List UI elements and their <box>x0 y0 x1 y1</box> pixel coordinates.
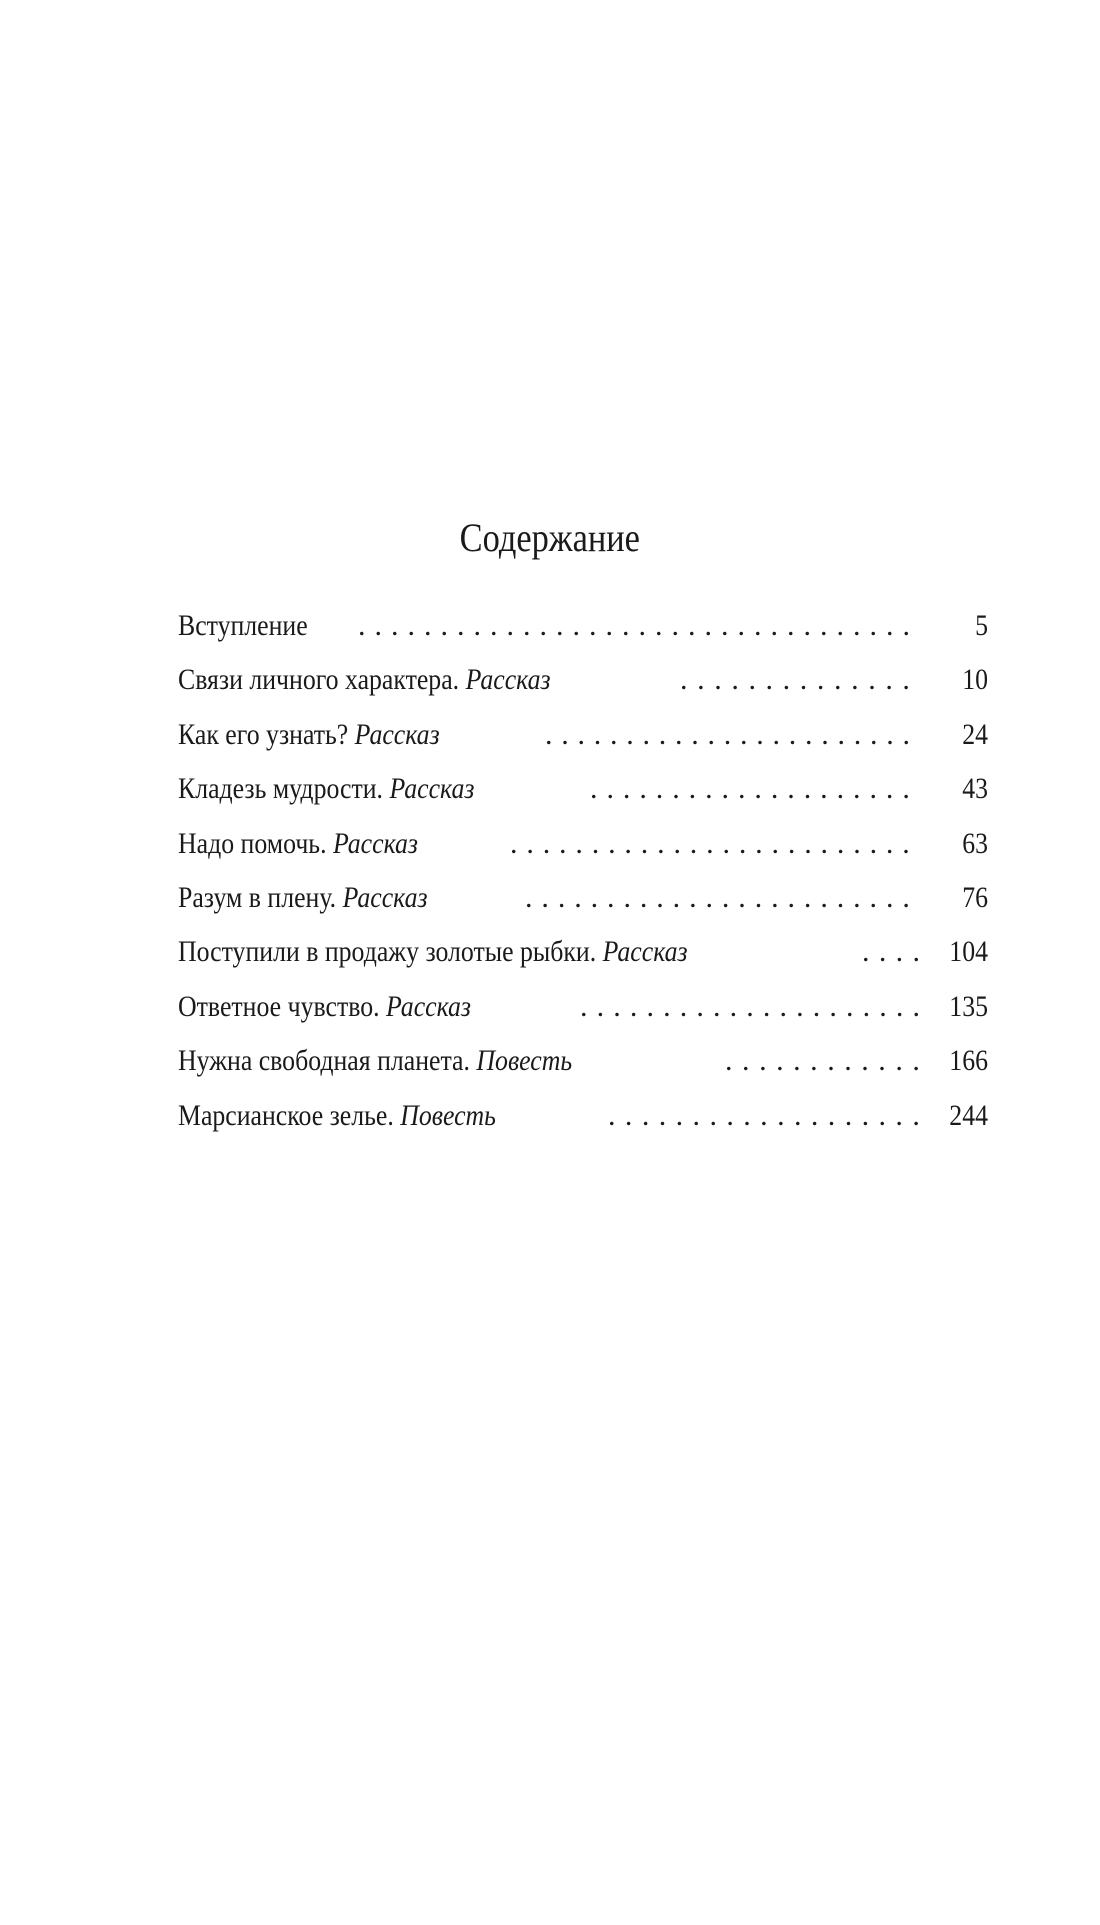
dot-leader: . . . . . . . . . . . . . . . . . . . . . . . . <box>525 880 910 914</box>
dot-leader: . . . . . . . . . . . . . . . . . . . . . . . <box>545 717 910 751</box>
toc-entry[interactable] <box>178 1096 988 1150</box>
entry-genre: Повесть <box>400 1098 496 1132</box>
entry-genre: Рассказ <box>389 772 475 806</box>
dot-leader: . . . . . . . . . . . . . . . . . . . . <box>590 772 910 806</box>
page-number: 76 <box>962 880 988 914</box>
page-number: 10 <box>962 663 988 697</box>
toc-entry-title <box>178 1041 572 1081</box>
table-of-contents <box>178 606 988 1150</box>
dot-leader: . . . . <box>862 935 920 969</box>
toc-entry[interactable] <box>178 878 988 932</box>
toc-entry-title <box>178 878 428 918</box>
dot-leader: . . . . . . . . . . . . . . . . . . . . . . . . . . . . . . . . . . <box>358 609 910 642</box>
toc-entry-title <box>178 660 551 700</box>
entry-genre: Рассказ <box>354 717 440 751</box>
entry-genre: Рассказ <box>602 935 688 969</box>
page-number: 244 <box>949 1098 988 1132</box>
toc-entry[interactable] <box>178 1041 988 1095</box>
entry-title-text: Марсианское зелье. <box>178 1098 401 1132</box>
entry-title-text: Поступили в продажу золотые рыбки. <box>178 935 603 969</box>
toc-entry[interactable] <box>178 715 988 769</box>
toc-entry[interactable] <box>178 606 988 660</box>
page-title <box>0 513 1100 563</box>
entry-title-text: Нужна свободная планета. <box>178 1044 477 1078</box>
dot-leader: . . . . . . . . . . . . <box>725 1044 920 1078</box>
entry-genre: Повесть <box>476 1044 573 1078</box>
toc-entry-title <box>178 824 418 864</box>
toc-entry[interactable] <box>178 769 988 823</box>
page-number: 63 <box>962 826 988 860</box>
page-number: 24 <box>962 717 988 751</box>
entry-title-text: Вступление <box>178 609 308 642</box>
toc-entry-title <box>178 987 471 1027</box>
toc-entry-title <box>178 769 474 809</box>
page-number: 5 <box>975 609 988 642</box>
toc-entry-title <box>178 1096 496 1136</box>
entry-genre: Рассказ <box>465 663 551 697</box>
page-number: 43 <box>962 772 988 806</box>
entry-title-text: Как его узнать? <box>178 717 355 751</box>
page-number: 104 <box>949 935 988 969</box>
toc-entry[interactable] <box>178 932 988 986</box>
dot-leader: . . . . . . . . . . . . . . . . . . . . . <box>580 989 920 1023</box>
entry-title-text: Ответное чувство. <box>178 989 387 1023</box>
toc-entry-title <box>178 715 440 755</box>
toc-entry[interactable] <box>178 824 988 878</box>
entry-title-text: Связи личного характера. <box>178 663 466 697</box>
entry-genre: Рассказ <box>386 989 472 1023</box>
page-number: 135 <box>949 989 988 1023</box>
entry-title-text: Разум в плену. <box>178 880 343 914</box>
toc-entry[interactable] <box>178 987 988 1041</box>
dot-leader: . . . . . . . . . . . . . . . . . . . . . . . . . <box>510 826 910 860</box>
entry-title-text: Кладезь мудрости. <box>178 772 390 806</box>
toc-entry[interactable] <box>178 660 988 714</box>
entry-genre: Рассказ <box>332 826 418 860</box>
toc-entry-title <box>178 606 308 646</box>
toc-entry-title <box>178 932 688 972</box>
entry-title-text: Надо помочь. <box>178 826 333 860</box>
title-text: Содержание <box>459 515 641 560</box>
dot-leader: . . . . . . . . . . . . . . . . . . . <box>608 1098 920 1132</box>
page-number: 166 <box>949 1044 988 1078</box>
dot-leader: . . . . . . . . . . . . . . <box>680 663 910 697</box>
entry-genre: Рассказ <box>342 880 428 914</box>
